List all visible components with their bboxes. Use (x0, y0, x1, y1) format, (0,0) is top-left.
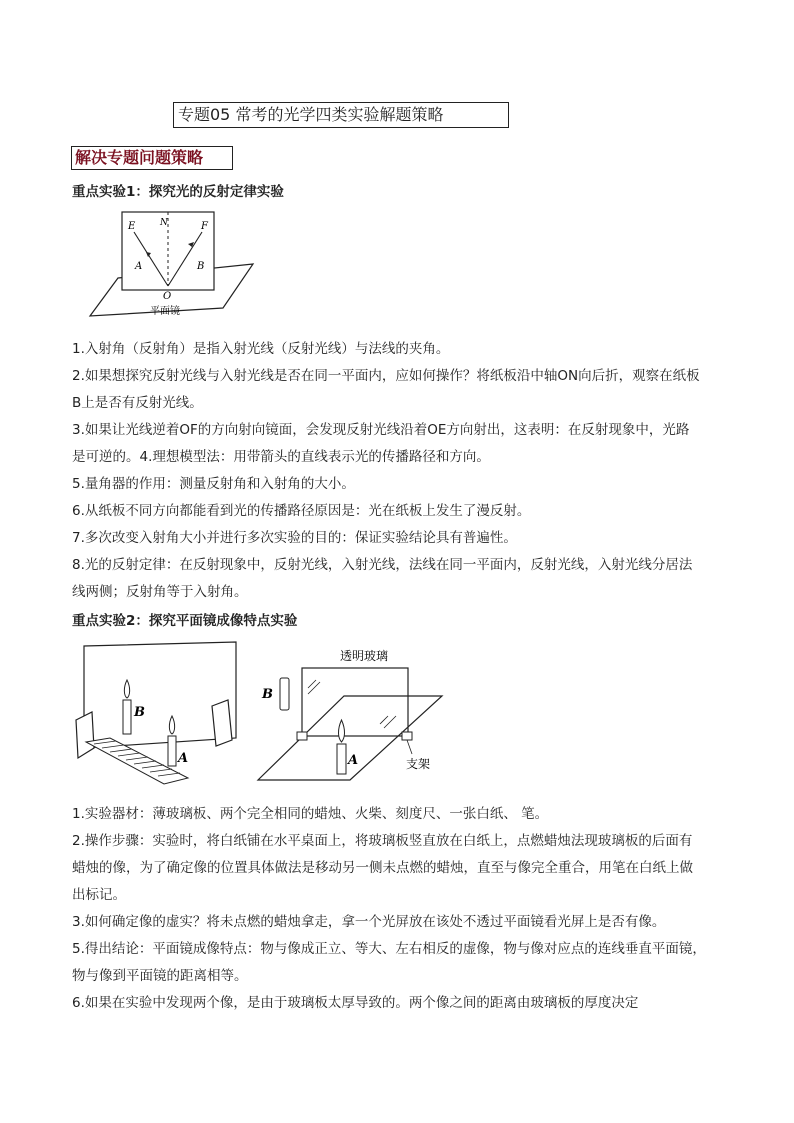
transparent-glass (302, 668, 408, 736)
label-transparent-glass: 透明玻璃 (340, 649, 389, 663)
label-A-right: A (348, 753, 359, 768)
label-B: B (197, 261, 205, 272)
exp2-line-5: 3.如何确定像的虚实？将未点燃的蜡烛拿走，拿一个光屏放在该处不透过平面镜看光屏上是否有像。 (72, 914, 666, 930)
exp1-heading: 重点实验1：探究光的反射定律实验 (72, 184, 284, 200)
mirror-candle-diagram-right (256, 640, 446, 790)
exp2-line-1: 1.实验器材：薄玻璃板、两个完全相同的蜡烛、火柴、刻度尺、一张白纸、 笔。 (72, 806, 549, 822)
flame-B (124, 680, 129, 698)
exp1-line-2: 2.如果想探究反射光线与入射光线是否在同一平面内，应如何操作？将纸板沿中轴ON向后折，观察在纸板 (72, 368, 700, 384)
label-A: A (135, 261, 143, 272)
stand-right (402, 732, 412, 740)
section-title: 解决专题问题策略 (71, 146, 233, 170)
label-O: O (163, 291, 172, 302)
exp1-line-9: 8.光的反射定律：在反射现象中，反射光线，入射光线，法线在同一平面内，反射光线，入射光线分居法 (72, 557, 693, 573)
exp2-line-2: 2.操作步骤：实验时，将白纸铺在水平桌面上，将玻璃板竖直放在白纸上，点燃蜡烛法现玻璃板的后面有 (72, 833, 693, 849)
exp1-line-7: 6.从纸板不同方向都能看到光的传播路径原因是：光在纸板上发生了漫反射。 (72, 503, 531, 519)
mirror-candle-diagram-left (72, 640, 240, 788)
label-N: N (160, 218, 168, 228)
reflection-diagram (88, 208, 258, 320)
label-A-left: A (178, 751, 189, 766)
left-support (76, 712, 94, 758)
exp1-line-6: 5.量角器的作用：测量反射角和入射角的大小。 (72, 476, 355, 492)
candle-B (123, 700, 131, 734)
candle-A-right (337, 744, 346, 774)
exp1-line-3: B上是否有反射光线。 (72, 395, 203, 411)
exp2-line-6: 5.得出结论：平面镜成像特点：物与像成正立、等大、左右相反的虚像，物与像对应点的连线垂直平面镜， (72, 941, 706, 957)
stand-left (297, 732, 307, 740)
label-B-right: B (262, 687, 273, 702)
exp1-line-5: 是可逆的。4.理想模型法：用带箭头的直线表示光的传播路径和方向。 (72, 449, 490, 465)
exp1-line-8: 7.多次改变入射角大小并进行多次实验的目的：保证实验结论具有普遍性。 (72, 530, 517, 546)
candle-B-right (280, 678, 289, 710)
document-title: 专题05 常考的光学四类实验解题策略 (173, 102, 509, 128)
exp2-heading: 重点实验2：探究平面镜成像特点实验 (72, 613, 298, 629)
exp2-line-3: 蜡烛的像，为了确定像的位置具体做法是移动另一侧未点燃的蜡烛，直至与像完全重合，用笔在白纸上做 (72, 860, 693, 876)
label-plane-mirror: 平面镜 (150, 306, 180, 317)
glass-plate (84, 642, 236, 748)
flame-A (169, 716, 174, 734)
label-B-left: B (134, 705, 145, 720)
exp1-line-10: 线两侧；反射角等于入射角。 (72, 584, 248, 600)
label-stand: 支架 (406, 757, 431, 771)
right-support (212, 700, 232, 746)
exp2-line-4: 出标记。 (72, 887, 126, 903)
exp1-line-1: 1.入射角（反射角）是指入射光线（反射光线）与法线的夹角。 (72, 341, 450, 357)
label-E: E (128, 221, 136, 232)
candle-A (168, 736, 176, 766)
flame-A-right (338, 720, 344, 742)
exp1-line-4: 3.如果让光线逆着OF的方向射向镜面，会发现反射光线沿着OE方向射出，这表明：在反射现象中，光路 (72, 422, 690, 438)
label-F: F (201, 221, 208, 232)
exp2-line-7: 物与像到平面镜的距离相等。 (72, 968, 248, 984)
exp2-line-8: 6.如果在实验中发现两个像，是由于玻璃板太厚导致的。两个像之间的距离由玻璃板的厚度决定 (72, 995, 639, 1011)
